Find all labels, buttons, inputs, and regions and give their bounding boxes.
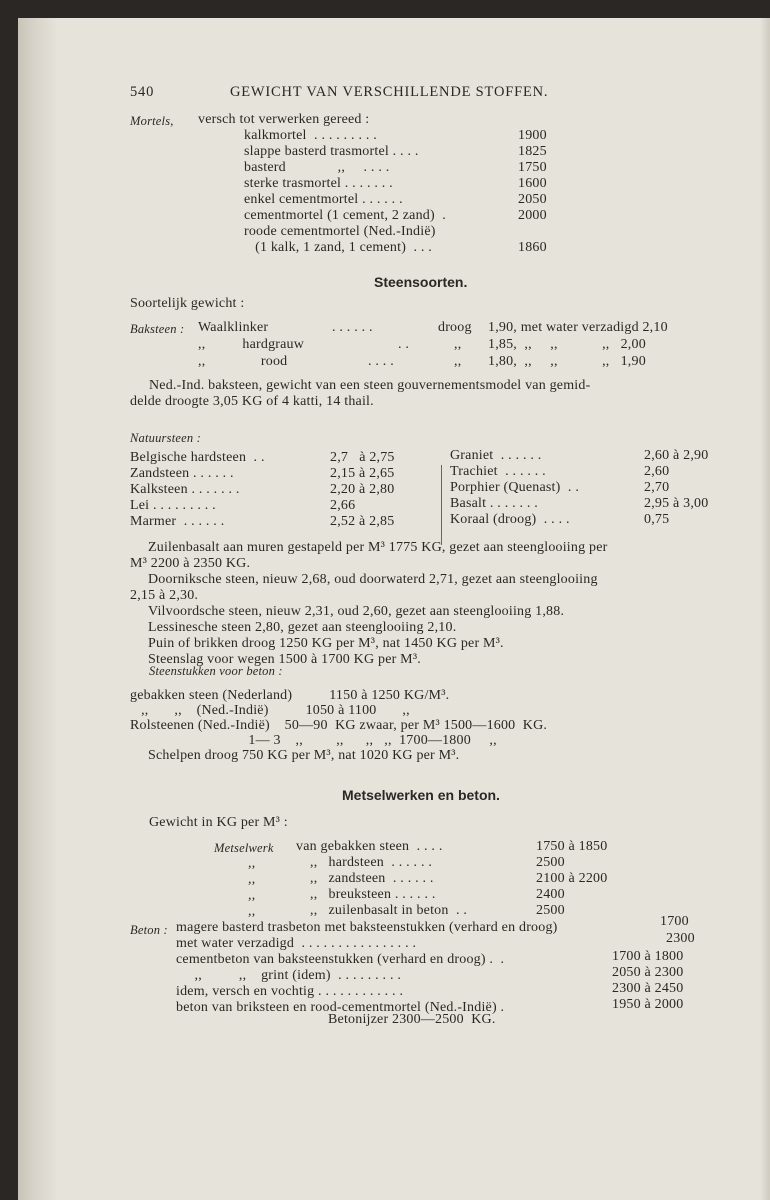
column-divider [441,465,442,545]
section-heading-metselwerken: Metselwerken en beton. [342,787,500,803]
ned-ind-line-1: Ned.-Ind. baksteen, gewicht van een steen gouvernementsmodel van gemid- [149,378,591,393]
natuursteen-value: 2,20 à 2,80 [330,482,395,497]
paragraph-line: Lessinesche steen 2,80, gezet aan steenglooiing 2,10. [148,620,457,635]
beton-value: 1950 à 2000 [612,997,684,1012]
natuursteen-value: 0,75 [644,512,670,527]
mortel-name: basterd ,, . . . . [244,160,390,175]
baksteen-value: 1,80, ,, ,, ,, 1,90 [488,354,646,369]
natuursteen-value: 2,52 à 2,85 [330,514,395,529]
baksteen-name: Waalklinker [198,320,269,335]
natuursteen-value: 2,66 [330,498,356,513]
mortel-name: sterke trasmortel . . . . . . . [244,176,393,191]
metselwerk-value: 2100 à 2200 [536,871,608,886]
soortelijk-gewicht: Soortelijk gewicht : [130,296,245,311]
betonijzer: Betonijzer 2300—2500 KG. [328,1012,496,1027]
ned-ind-line-2: delde droogte 3,05 KG of 4 katti, 14 thail. [130,394,374,409]
steenstukken-row: gebakken steen (Nederland) 1150 à 1250 KG/M³. [130,688,450,703]
baksteen-name: ,, hardgrauw [198,337,305,352]
page-title: GEWICHT VAN VERSCHILLENDE STOFFEN. [230,84,549,100]
baksteen-dots: . . . . . . [332,320,373,335]
beton-name: met water verzadigd . . . . . . . . . . . . . . . . [176,936,417,951]
baksteen-value: 1,90, met water verzadigd 2,10 [488,320,668,335]
metselwerk-value: 2500 [536,903,565,918]
metselwerk-value: 1750 à 1850 [536,839,608,854]
ditto-mark: ,, [248,888,256,903]
beton-name: beton van briksteen en rood-cementmortel (Ned.-Indië) . [176,1000,505,1015]
mortel-value: 1900 [518,128,547,143]
baksteen-dots: . . . . [368,354,394,369]
mortel-name: slappe basterd trasmortel . . . . [244,144,419,159]
page-edge-shadow [760,18,770,1200]
baksteen-cond: ,, [454,354,462,369]
paragraph-line: Zuilenbasalt aan muren gestapeld per M³ 1775 KG, gezet aan steenglooiing per [148,540,608,555]
mortel-value: 1860 [518,240,547,255]
ditto-mark: ,, [248,856,256,871]
metselwerk-label: Metselwerk [214,841,274,855]
mortel-value: 1825 [518,144,547,159]
beton-value: 1700 [660,914,689,929]
baksteen-cond: droog [438,320,472,335]
mortel-name: (1 kalk, 1 zand, 1 cement) . . . [244,240,432,255]
steenstukken-row: ,, ,, (Ned.-Indië) 1050 à 1100 ,, [130,703,410,718]
beton-value: 2300 [666,931,695,946]
natuursteen-name: Koraal (droog) . . . . [450,512,570,527]
metselwerk-name: ,, zuilenbasalt in beton . . [310,903,468,918]
mortel-name: enkel cementmortel . . . . . . [244,192,403,207]
natuursteen-name: Zandsteen . . . . . . [130,466,234,481]
metselwerk-name: ,, breuksteen . . . . . . [310,887,436,902]
ditto-mark: ,, [248,872,256,887]
baksteen-label: Baksteen : [130,322,185,336]
paragraph-line: 2,15 à 2,30. [130,588,199,603]
mortel-value: 2050 [518,192,547,207]
beton-name: idem, versch en vochtig . . . . . . . . . . . . [176,984,404,999]
natuursteen-value: 2,15 à 2,65 [330,466,395,481]
natuursteen-value: 2,95 à 3,00 [644,496,709,511]
natuursteen-name: Porphier (Quenast) . . [450,480,580,495]
mortel-value: 2000 [518,208,547,223]
paragraph-line: Vilvoordsche steen, nieuw 2,31, oud 2,60, gezet aan steenglooiing 1,88. [148,604,565,619]
natuursteen-name: Basalt . . . . . . . [450,496,538,511]
natuursteen-value: 2,7 à 2,75 [330,450,395,465]
book-page [18,18,770,1200]
mortels-intro: versch tot verwerken gereed : [198,112,370,127]
natuursteen-value: 2,70 [644,480,670,495]
ditto-mark: ,, [248,904,256,919]
beton-label: Beton : [130,923,168,937]
metselwerk-intro: Gewicht in KG per M³ : [149,815,288,830]
natuursteen-value: 2,60 [644,464,670,479]
baksteen-value: 1,85, ,, ,, ,, 2,00 [488,337,646,352]
page-number: 540 [130,84,155,100]
paragraph-line: Doorniksche steen, nieuw 2,68, oud doorwaterd 2,71, gezet aan steenglooiing [148,572,598,587]
paragraph-line: Puin of brikken droog 1250 KG per M³, nat 1450 KG per M³. [148,636,504,651]
natuursteen-name: Graniet . . . . . . [450,448,542,463]
metselwerk-value: 2500 [536,855,565,870]
beton-value: 1700 à 1800 [612,949,684,964]
metselwerk-value: 2400 [536,887,565,902]
natuursteen-name: Kalksteen . . . . . . . [130,482,240,497]
beton-value: 2050 à 2300 [612,965,684,980]
natuursteen-value: 2,60 à 2,90 [644,448,709,463]
beton-name: ,, ,, grint (idem) . . . . . . . . . [176,968,402,983]
mortel-value: 1750 [518,160,547,175]
paragraph-line: M³ 2200 à 2350 KG. [130,556,251,571]
mortel-name: roode cementmortel (Ned.-Indië) [244,224,436,239]
beton-name: cementbeton van baksteenstukken (verhard en droog) . . [176,952,505,967]
steenstukken-row: 1— 3 ,, ,, ,, ,, 1700—1800 ,, [130,733,497,748]
steenstukken-row: Schelpen droog 750 KG per M³, nat 1020 KG per M³. [148,748,460,763]
mortel-value: 1600 [518,176,547,191]
baksteen-name: ,, rood [198,354,288,369]
mortel-name: cementmortel (1 cement, 2 zand) . [244,208,446,223]
metselwerk-name: ,, zandsteen . . . . . . [310,871,434,886]
natuursteen-name: Marmer . . . . . . [130,514,225,529]
natuursteen-label: Natuursteen : [130,431,201,445]
metselwerk-name: ,, hardsteen . . . . . . [310,855,433,870]
baksteen-cond: ,, [454,337,462,352]
steenstukken-label: Steenstukken voor beton : [149,664,283,678]
beton-value: 2300 à 2450 [612,981,684,996]
baksteen-dots: . . [398,337,410,352]
natuursteen-name: Trachiet . . . . . . [450,464,546,479]
paragraph-line: Steenslag voor wegen 1500 à 1700 KG per M³. [148,652,421,667]
page-spine-shadow [18,18,58,1200]
section-heading-steensoorten: Steensoorten. [374,274,468,290]
steenstukken-row: Rolsteenen (Ned.-Indië) 50—90 KG zwaar, per M³ 1500—1600 KG. [130,718,548,733]
mortels-label: Mortels, [130,114,174,128]
mortel-name: kalkmortel . . . . . . . . . [244,128,377,143]
natuursteen-name: Belgische hardsteen . . [130,450,265,465]
beton-name: magere basterd trasbeton met baksteenstukken (verhard en droog) [176,920,558,935]
natuursteen-name: Lei . . . . . . . . . [130,498,216,513]
metselwerk-name: van gebakken steen . . . . [296,839,443,854]
